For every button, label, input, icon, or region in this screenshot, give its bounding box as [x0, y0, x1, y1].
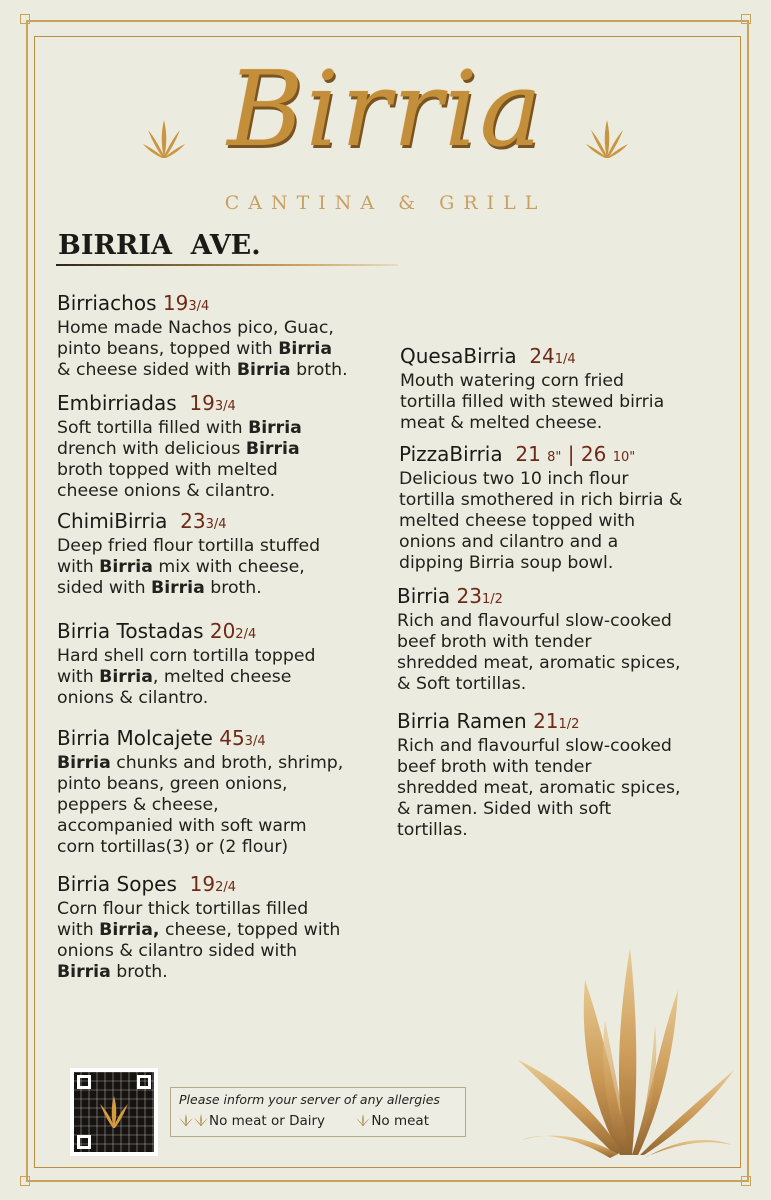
corner-ornament	[741, 1176, 751, 1186]
description-line: meat & melted cheese.	[400, 413, 603, 433]
qr-code[interactable]	[70, 1068, 158, 1156]
highlight-word: Birria,	[99, 920, 160, 940]
item-name: Birria Ramen 211/2	[397, 709, 580, 733]
description-line: tortilla smothered in rich birria &	[399, 490, 683, 510]
description-line: beef broth with tender	[397, 632, 592, 652]
description-line: accompanied with soft warm	[57, 816, 307, 836]
description-line: sided with Birria broth.	[57, 578, 262, 598]
description-line: onions & cilantro sided with	[57, 941, 298, 961]
item-name: Birria Tostadas 202/4	[57, 619, 257, 643]
logo-tagline: CANTINA & GRILL	[224, 192, 547, 214]
description-line: with Birria, melted cheese	[57, 667, 292, 687]
logo-wordmark: Birria	[227, 48, 544, 170]
description-line: Delicious two 10 inch flour	[399, 469, 629, 489]
description-line: Birria broth.	[57, 962, 168, 982]
description-line: & ramen. Sided with soft	[397, 799, 612, 819]
highlight-word: Birria	[245, 439, 300, 459]
menu-item-chimibirria	[57, 510, 320, 599]
description-line: & cheese sided with Birria broth.	[57, 360, 348, 380]
item-name: Birria Molcajete 453/4	[57, 726, 266, 750]
item-description	[57, 418, 302, 502]
highlight-word: Birria	[57, 753, 111, 773]
description-line: shredded meat, aromatic spices,	[397, 653, 681, 673]
description-line: Deep fried flour tortilla stuffed	[57, 536, 321, 556]
description-line: tortillas.	[397, 820, 468, 840]
menu-item-birria-ramen	[397, 710, 680, 841]
highlight-word: Birria	[99, 667, 153, 687]
menu-item-birriachos	[57, 292, 348, 381]
item-description	[57, 753, 343, 858]
corner-ornament	[741, 14, 751, 24]
highlight-word: Birria	[57, 962, 111, 982]
agave-icon	[96, 1094, 132, 1130]
description-line: melted cheese topped with	[399, 511, 636, 531]
description-line: Corn flour thick tortillas filled	[57, 899, 309, 919]
menu-item-embirriadas	[57, 392, 302, 502]
description-line: Hard shell corn tortilla topped	[57, 646, 316, 666]
item-description	[397, 611, 680, 695]
description-line: broth topped with melted	[57, 460, 278, 480]
item-description	[57, 899, 340, 983]
description-line: tortilla filled with stewed birria	[400, 392, 665, 412]
description-line: & Soft tortillas.	[397, 674, 527, 694]
menu-item-quesabirria	[400, 345, 664, 434]
menu-item-birria	[397, 585, 680, 695]
item-description	[57, 646, 315, 709]
agave-icon	[179, 1113, 209, 1127]
menu-item-birria-sopes	[57, 873, 340, 983]
description-line: Home made Nachos pico, Guac,	[57, 318, 334, 338]
section-title: BIRRIA AVE.	[58, 230, 261, 261]
agave-icon	[355, 1113, 371, 1127]
description-line: Soft tortilla filled with Birria	[57, 418, 302, 438]
description-line: beef broth with tender	[397, 757, 592, 777]
highlight-word: Birria	[236, 360, 291, 380]
section-divider	[56, 264, 398, 266]
description-line: onions and cilantro and a	[399, 532, 619, 552]
item-name: QuesaBirria 241/4	[400, 344, 576, 368]
item-name: Embirriadas 193/4	[57, 391, 236, 415]
agave-illustration	[510, 940, 740, 1165]
description-line: Rich and flavourful slow-cooked	[397, 736, 672, 756]
highlight-word: Birria	[151, 578, 205, 598]
menu-item-pizzabirria	[399, 443, 682, 574]
item-name: Birria 231/2	[397, 584, 503, 608]
description-line: shredded meat, aromatic spices,	[397, 778, 681, 798]
description-line: Birria chunks and broth, shrimp,	[57, 753, 344, 773]
description-line: Rich and flavourful slow-cooked	[397, 611, 672, 631]
item-description	[397, 736, 680, 841]
item-description	[57, 318, 348, 381]
description-line: corn tortillas(3) or (2 flour)	[57, 837, 289, 857]
description-line: Mouth watering corn fried	[400, 371, 625, 391]
item-description	[400, 371, 664, 434]
item-description	[399, 469, 682, 574]
description-line: pinto beans, topped with Birria	[57, 339, 332, 359]
description-line: drench with delicious Birria	[57, 439, 300, 459]
description-line: cheese onions & cilantro.	[57, 481, 276, 501]
highlight-word: Birria	[99, 557, 153, 577]
description-line: peppers & cheese,	[57, 795, 219, 815]
description-line: pinto beans, green onions,	[57, 774, 288, 794]
item-name: Birria Sopes 192/4	[57, 872, 236, 896]
highlight-word: Birria	[278, 339, 332, 359]
allergy-legend	[170, 1087, 466, 1137]
corner-ornament	[20, 1176, 30, 1186]
menu-item-birria-molcajete	[57, 727, 343, 858]
legend-vegetarian: No meat	[371, 1113, 429, 1129]
item-name: PizzaBirria 21 8" | 26 10"	[399, 442, 636, 466]
description-line: onions & cilantro.	[57, 688, 209, 708]
allergy-note: Please inform your server of any allergies	[179, 1092, 440, 1107]
menu-item-birria-tostadas	[57, 620, 315, 709]
description-line: dipping Birria soup bowl.	[399, 553, 614, 573]
legend-row	[179, 1113, 429, 1129]
highlight-word: Birria	[248, 418, 302, 438]
description-line: with Birria, cheese, topped with	[57, 920, 341, 940]
corner-ornament	[20, 14, 30, 24]
item-name: Birriachos 193/4	[57, 291, 210, 315]
item-description	[57, 536, 320, 599]
item-name: ChimiBirria 233/4	[57, 509, 227, 533]
legend-vegan: No meat or Dairy	[209, 1113, 326, 1129]
description-line: with Birria mix with cheese,	[57, 557, 305, 577]
